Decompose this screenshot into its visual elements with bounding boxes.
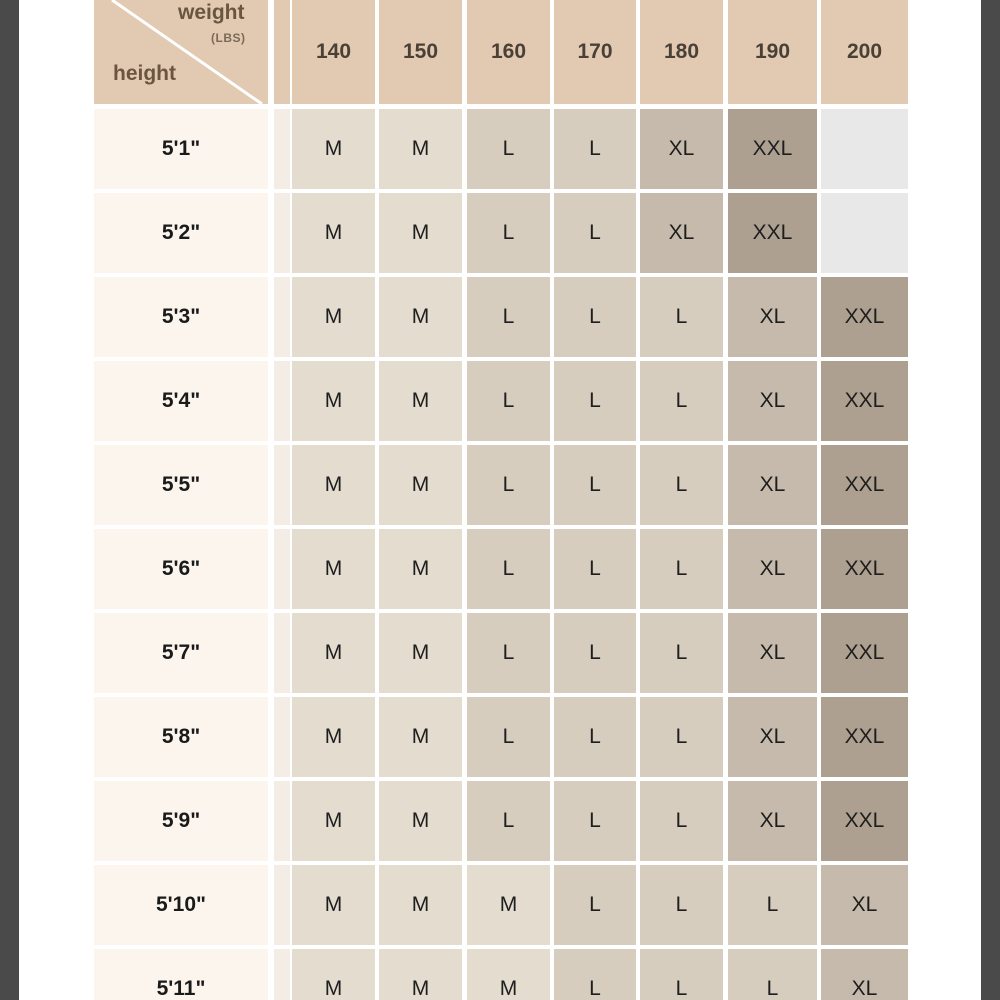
size-cell: L — [554, 445, 636, 525]
size-cell: XXL — [728, 109, 817, 189]
size-cell: M — [379, 529, 462, 609]
size-cell: XL — [821, 865, 908, 945]
size-cell: L — [467, 277, 550, 357]
size-cell: L — [554, 949, 636, 1000]
size-cell: L — [467, 613, 550, 693]
row-separator-strip — [274, 193, 290, 273]
size-cell: M — [292, 697, 375, 777]
size-cell: L — [640, 361, 723, 441]
size-cell: L — [640, 949, 723, 1000]
size-cell: L — [640, 277, 723, 357]
height-row-header: 5'6" — [94, 529, 268, 609]
size-cell: XL — [728, 445, 817, 525]
row-separator-strip — [274, 949, 290, 1000]
size-cell: M — [379, 193, 462, 273]
size-cell: M — [379, 445, 462, 525]
size-cell: L — [554, 697, 636, 777]
height-row-header: 5'3" — [94, 277, 268, 357]
weight-column-header: 200 — [821, 0, 908, 104]
weight-column-header: 190 — [728, 0, 817, 104]
row-separator-strip — [274, 445, 290, 525]
size-cell: L — [554, 613, 636, 693]
height-row-header: 5'4" — [94, 361, 268, 441]
weight-column-header: 150 — [379, 0, 462, 104]
header-separator-strip — [274, 0, 290, 104]
height-row-header: 5'10" — [94, 865, 268, 945]
size-cell: M — [292, 781, 375, 861]
size-cell: XL — [728, 529, 817, 609]
size-cell: XXL — [821, 697, 908, 777]
size-cell: XL — [728, 277, 817, 357]
size-cell: M — [379, 697, 462, 777]
size-cell: L — [467, 361, 550, 441]
size-cell: M — [379, 613, 462, 693]
weight-column-header: 180 — [640, 0, 723, 104]
size-cell: M — [379, 109, 462, 189]
weight-unit-label: (LBS) — [211, 31, 246, 45]
size-cell: L — [554, 109, 636, 189]
size-cell: L — [640, 865, 723, 945]
size-cell: XL — [640, 193, 723, 273]
size-cell: XL — [728, 697, 817, 777]
size-cell: L — [467, 109, 550, 189]
empty-cell — [821, 109, 908, 189]
size-cell: XL — [728, 781, 817, 861]
size-cell: M — [292, 949, 375, 1000]
weight-column-header: 140 — [292, 0, 375, 104]
size-cell: M — [379, 277, 462, 357]
size-cell: L — [554, 277, 636, 357]
size-cell: XXL — [821, 277, 908, 357]
size-cell: M — [379, 865, 462, 945]
size-cell: XXL — [821, 613, 908, 693]
size-cell: M — [379, 361, 462, 441]
size-cell: M — [292, 109, 375, 189]
size-cell: L — [640, 445, 723, 525]
height-row-header: 5'5" — [94, 445, 268, 525]
size-cell: XXL — [728, 193, 817, 273]
size-cell: M — [292, 445, 375, 525]
row-separator-strip — [274, 865, 290, 945]
size-cell: XXL — [821, 445, 908, 525]
size-cell: XL — [821, 949, 908, 1000]
size-cell: M — [467, 949, 550, 1000]
height-row-header: 5'8" — [94, 697, 268, 777]
size-cell: L — [467, 781, 550, 861]
row-separator-strip — [274, 529, 290, 609]
height-row-header: 5'7" — [94, 613, 268, 693]
size-cell: XXL — [821, 529, 908, 609]
size-cell: L — [554, 865, 636, 945]
row-separator-strip — [274, 781, 290, 861]
row-separator-strip — [274, 613, 290, 693]
size-cell: M — [292, 277, 375, 357]
size-cell: XXL — [821, 781, 908, 861]
height-row-header: 5'2" — [94, 193, 268, 273]
size-cell: L — [640, 529, 723, 609]
size-cell: XXL — [821, 361, 908, 441]
size-cell: L — [554, 529, 636, 609]
weight-column-header: 160 — [467, 0, 550, 104]
size-cell: L — [728, 865, 817, 945]
size-cell: XL — [728, 613, 817, 693]
size-cell: L — [640, 613, 723, 693]
size-cell: M — [292, 361, 375, 441]
size-cell: L — [554, 781, 636, 861]
row-separator-strip — [274, 109, 290, 189]
height-row-header: 5'11" — [94, 949, 268, 1000]
size-cell: M — [292, 865, 375, 945]
size-cell: L — [467, 193, 550, 273]
size-cell: L — [640, 697, 723, 777]
size-cell: L — [467, 529, 550, 609]
size-cell: XL — [728, 361, 817, 441]
corner-header — [94, 0, 268, 104]
size-chart-sheet — [19, 0, 981, 1000]
row-separator-strip — [274, 277, 290, 357]
weight-column-header: 170 — [554, 0, 636, 104]
height-row-header: 5'1" — [94, 109, 268, 189]
size-cell: M — [292, 613, 375, 693]
size-cell: M — [467, 865, 550, 945]
size-cell: M — [379, 949, 462, 1000]
size-cell: L — [728, 949, 817, 1000]
height-label: height — [113, 62, 176, 85]
weight-label: weight — [178, 1, 245, 24]
size-cell: M — [379, 781, 462, 861]
size-cell: L — [640, 781, 723, 861]
size-chart-table — [94, 0, 908, 1000]
size-cell: M — [292, 529, 375, 609]
size-cell: L — [554, 361, 636, 441]
size-cell: L — [467, 445, 550, 525]
row-separator-strip — [274, 361, 290, 441]
size-cell: M — [292, 193, 375, 273]
size-cell: L — [467, 697, 550, 777]
size-cell: L — [554, 193, 636, 273]
size-cell: XL — [640, 109, 723, 189]
height-row-header: 5'9" — [94, 781, 268, 861]
empty-cell — [821, 193, 908, 273]
row-separator-strip — [274, 697, 290, 777]
